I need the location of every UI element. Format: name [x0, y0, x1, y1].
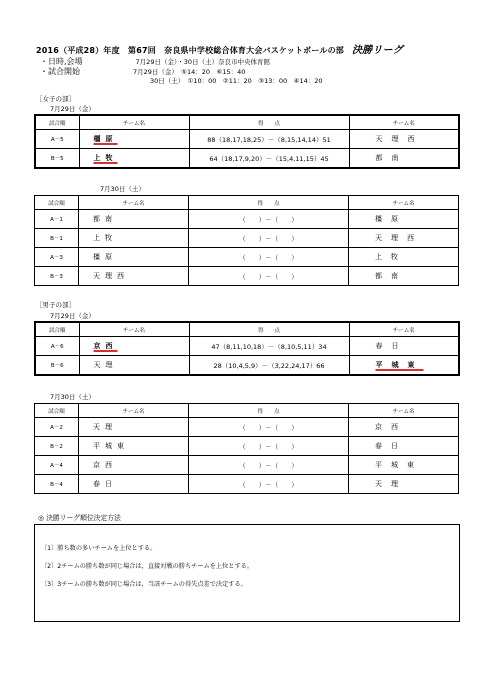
- girls-section-label: ［女子の部］: [36, 95, 75, 103]
- rule-item: 〔3〕3チームの勝ち数が同じ場合は，当該チームの得失点差で決定する。: [41, 581, 247, 588]
- table-row: A－5 橿原 88（18,17,18,25）－（8,15,14,14）51 天理西: [35, 130, 459, 149]
- table-row: B－4 春日 （ ）－（ ） 天理: [35, 475, 459, 494]
- title-emphasis: 決勝リーグ: [351, 45, 403, 56]
- girls-day1-table: [34, 114, 460, 169]
- boys-day2-table: 試合順 チーム名 得 点 チーム名 A－2 天理 （ ）－（ ） 京西 B－2 平城東 （ ）－（ ） 春日 A－4 京西 （ ）－（ ） 平城東 B－4 春日 （ ）－（ ） 天理: [34, 403, 459, 494]
- table-row: A－3 橿原 （ ）－（ ） 上牧: [35, 248, 459, 267]
- rules-heading: ◎ 決勝リーグ順位決定方法: [38, 514, 121, 522]
- header-team1: チーム名: [79, 115, 189, 130]
- header-team2: チーム名: [349, 115, 459, 130]
- info-line-1: ・日時,会場 7月29日（金）・30日（土）奈良市中央体育館: [40, 57, 270, 66]
- table-row: A－6 京西 47（8,11,10,18）－（8,10,5,11）34 春日: [35, 337, 459, 356]
- table-row: A－4 京西 （ ）－（ ） 平城東: [35, 456, 459, 475]
- page-title: 2016（平成28）年度 第67回 奈良県中学校総合体育大会バスケットボールの部 決勝リーグ: [36, 45, 403, 56]
- boys-section-label: ［男子の部］: [36, 301, 75, 309]
- table-row: B－2 平城東 （ ）－（ ） 春日: [35, 437, 459, 456]
- girls-day1-date: 7月29日（金）: [50, 105, 95, 113]
- rule-item: 〔1〕勝ち数の多いチームを上位とする。: [41, 545, 157, 552]
- rule-item: 〔2〕2チームの勝ち数が同じ場合は，直接対戦の勝ちチームを上位とする。: [41, 563, 254, 570]
- header-no: 試合順: [35, 115, 79, 130]
- boys-day1-table: 試合順 チーム名 得 点 チーム名 A－6 京西 47（8,11,10,18）－（8,10,5,11）34 春日 B－6 天理 28（10,4,5,9）－（3,22,24,17）66 平城東: [34, 321, 460, 376]
- header-score: 得 点: [189, 115, 349, 130]
- table-row: B－5 上牧 64（18,17,9,20）－（15,4,11,15）45 都南: [35, 149, 459, 169]
- girls-day2-date: 7月30日（土）: [100, 185, 145, 193]
- table-row: B－6 天理 28（10,4,5,9）－（3,22,24,17）66 平城東: [35, 356, 459, 376]
- boys-day1-date: 7月29日（金）: [50, 312, 95, 320]
- info-line-2: ・試合開始 7月29日（金） ⑤14：20 ⑥15：40: [40, 67, 246, 76]
- info-line-3: 30日（土） ①10：00 ②11：20 ③13：00 ④14：20: [150, 77, 323, 85]
- table-row: B－1 上牧 （ ）－（ ） 天理西: [35, 229, 459, 248]
- table-row: B－3 天理西 （ ）－（ ） 都南: [35, 267, 459, 286]
- girls-day2-table: 試合順 チーム名 得 点 チーム名 A－1 都南 （ ）－（ ） 橿原 B－1 上牧 （ ）－（ ） 天理西 A－3 橿原 （ ）－（ ） 上牧 B－3 天理西 （ ）－（ ） 都南: [34, 195, 459, 286]
- table-row: A－1 都南 （ ）－（ ） 橿原: [35, 210, 459, 229]
- boys-day2-date: 7月30日（土）: [50, 393, 95, 401]
- rules-box: [34, 524, 460, 622]
- table-row: A－2 天理 （ ）－（ ） 京西: [35, 418, 459, 437]
